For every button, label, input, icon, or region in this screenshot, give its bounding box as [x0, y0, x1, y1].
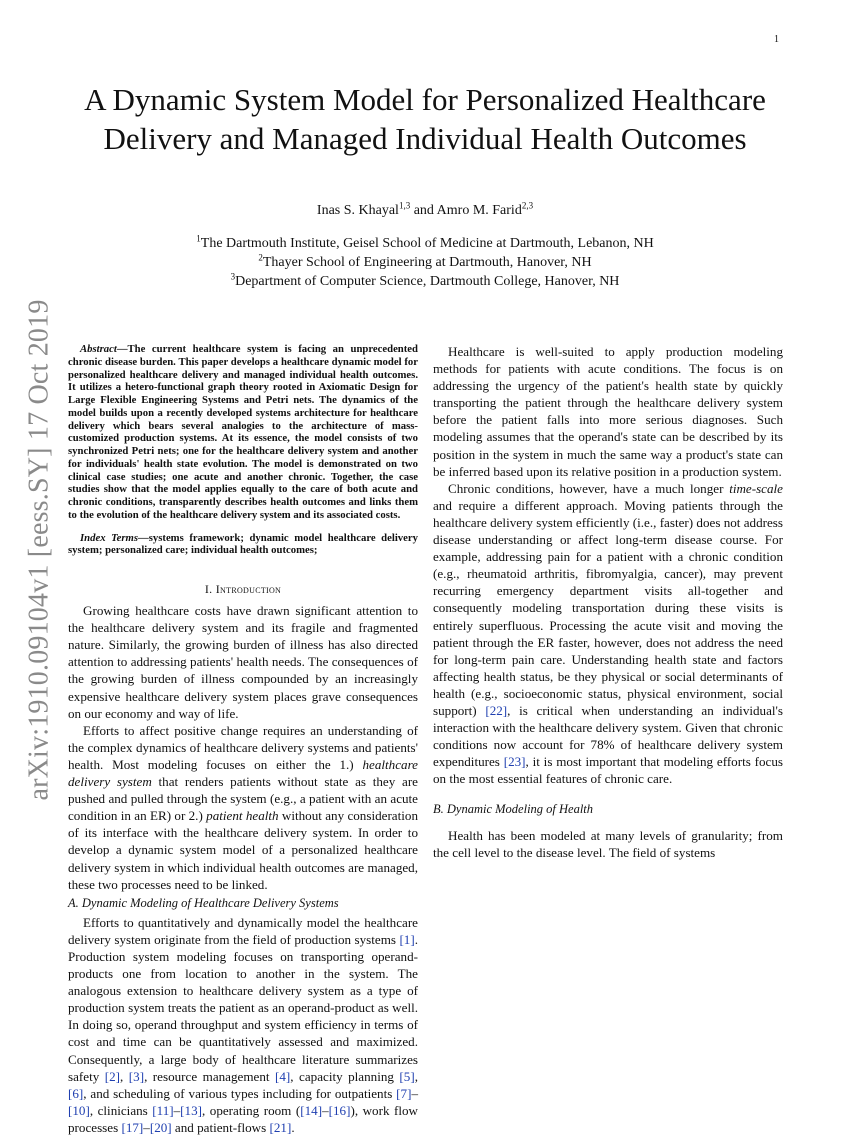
affiliation-text: Thayer School of Engineering at Dartmouth, Hanover, NH [262, 255, 592, 270]
section-numeral: I. [204, 582, 213, 596]
text-run: and patient-flows [171, 1119, 270, 1135]
author-list [100, 200, 750, 219]
emphasis: healthcare delivery system [68, 756, 418, 790]
text-run: . Production system modeling focuses on transporting operand-products one from location to another in the system. The analogous extension to healthcare delivery system as a type of production system treats the patient as an operand-product as well. In doing so, operand throughput and system efficiency in terms of cost and time can be quantitatively assessed and maximized. Consequently, a large body of healthcare literature summarizes safety [68, 931, 418, 1084]
left-column [68, 343, 418, 1136]
citation-link[interactable]: [22] [485, 702, 508, 718]
subsection-heading: B. Dynamic Modeling of Health [433, 802, 594, 817]
citation-link[interactable]: [6] [68, 1085, 84, 1101]
affiliation [100, 253, 750, 272]
text-run: , resource management [144, 1068, 275, 1084]
citation-link[interactable]: [13] [180, 1102, 202, 1118]
text-run: and require a different approach. Moving patients through the healthcare delivery system efficiently (i.e., faster) does not address disease understanding or affect long-term disease course. For example, addressing pain for a patient with a chronic condition (e.g., rheumatoid arthritis, fibromyalgia, cancer), may prevent recurring emergency department visits all-together and consequently modeling transportation during these visits is entirely superfluous. Processing the acute visit and moving the patient through the ER faster, however, does not address the need for long-term pain care. Understanding health state and factors affecting health status, be they physical or social determinants of health (e.g., socioeconomic status, physical environment, social support) [433, 497, 783, 718]
emphasis: patient health [206, 808, 279, 824]
index-terms-text: —systems framework; dynamic model healthcare delivery system; personalized care; individual health outcomes; [68, 531, 418, 557]
text-run: Chronic conditions, however, have a much longer [448, 480, 730, 496]
text-run: Efforts to quantitatively and dynamically model the healthcare delivery system originate from the field of production systems [68, 914, 418, 947]
affiliation-mark: 2 [258, 252, 263, 263]
citation-link[interactable]: [11] [152, 1102, 174, 1118]
section-heading [68, 581, 418, 598]
citation-link[interactable]: [2] [104, 1068, 121, 1084]
right-column [433, 343, 783, 861]
affiliation-text: The Dartmouth Institute, Geisel School of Medicine at Dartmouth, Lebanon, NH [200, 236, 654, 251]
text-run: , clinicians [89, 1102, 153, 1118]
body-paragraph [433, 480, 783, 788]
affiliation-mark: 3 [230, 271, 236, 282]
citation-link[interactable]: [3] [128, 1068, 145, 1084]
citation-link[interactable]: [14] [300, 1102, 323, 1118]
text-run: , operating room [202, 1102, 296, 1118]
affiliation [100, 272, 750, 291]
text-run: , is critical when understanding an individual's interaction with the healthcare delivery system. Given that chronic conditions now account for 78% of healthcare delivery system expenditures [433, 702, 784, 770]
body-paragraph: Healthcare is well-suited to apply production modeling methods for patients with acute conditions. The focus is on addressing the urgency of the patient's health state by quickly transporting the patient through the healthcare delivery system before the patient falls into more serious diagnoses. Such modeling assumes that the operand's state can be described by its position in the system in much the same way a product's state can be inferred based upon its relative position in a production system. [433, 344, 783, 479]
author-name: Amro M. Farid [436, 203, 522, 218]
author-name: Inas S. Khayal [316, 203, 399, 218]
body-paragraph: Health has been modeled at many levels of granularity; from the cell level to the disease level. The field of systems [433, 827, 783, 860]
citation-link[interactable]: [5] [399, 1068, 415, 1084]
affiliation-text: Department of Computer Science, Dartmouth College, Hanover, NH [235, 274, 620, 289]
citation-link[interactable]: [7] [396, 1085, 412, 1101]
body-paragraph: Growing healthcare costs have drawn significant attention to the healthcare delivery system and its fragile and fragmented nature. Similarly, the growing burden of illness has also directed attention to addressing patients' health needs. The consequences of the growing burden of illness compounded by an increasingly expensive healthcare delivery system places grave consequences on our economy and way of life. [68, 603, 418, 721]
text-run: that renders patients without state as they are pushed and pulled through the system (e.g., a patient with an acute condition in an ER) or 2.) [68, 774, 418, 824]
page-number: 1 [774, 34, 779, 45]
emphasis: time-scale [729, 480, 783, 496]
body-paragraph [68, 722, 418, 893]
abstract [68, 343, 418, 522]
citation-link[interactable]: [16] [328, 1102, 351, 1118]
affiliation-list [100, 234, 750, 291]
citation-link[interactable]: [10] [68, 1102, 90, 1118]
abstract-text: —The current healthcare system is facing an unprecedented chronic disease burden. This paper develops a healthcare dynamic model for personalized healthcare delivery and managed individual health outcomes. It utilizes a hetero-functional graph theory rooted in Axiomatic Design for Large Flexible Engineering Systems and Petri nets. The dynamics of the model builds upon a recently developed systems architecture for healthcare delivery which bears several analogies to the architecture of mass-customized production systems. At its essence, the model consists of two synchronized Petri nets; one for the healthcare delivery system and another for individuals' health state evolution. The model is demonstrated on two clinical case studies; one acute and another chronic. Together, the case studies show that the model applies equally to the care of both acute and chronic conditions, transparently describes health outcomes and links them to the evolution of the healthcare delivery system and its associated costs. [68, 343, 418, 521]
index-terms [68, 532, 418, 558]
citation-link[interactable]: [21] [269, 1119, 292, 1135]
author-conjunction: and [413, 203, 434, 218]
author-affiliation-mark: 1,3 [398, 200, 411, 211]
index-terms-label: Index Terms [80, 531, 139, 544]
abstract-label: Abstract [80, 343, 117, 355]
section-title: Introduction [215, 582, 282, 596]
body-paragraph: Efforts to quantitatively and dynamically model the healthcare delivery system originate from the field of production systems [1]. Production system modeling focuses on transporting operand-products one from location to another in the system. The analogous extension to healthcare delivery system as a type of production system treats the patient as an operand-product as well. In doing so, operand throughput and system efficiency in terms of cost and time can be quantitatively assessed and maximized. Consequently, a large body of healthcare literature summarizes safety [2], [3], resource management [4], capacity planning [5], [6], and scheduling of various types including for outpatients [7]–[10], clinicians [11]–[13], operating room ([14]–[16]), work flow processes [17]–[20] and patient-flows [21]. [68, 914, 419, 1135]
paper-title: A Dynamic System Model for Personalized Healthcare Delivery and Managed Individual Health Outcomes [84, 82, 766, 156]
citation-link[interactable]: [17] [121, 1119, 144, 1135]
text-run: , capacity planning [290, 1068, 400, 1084]
citation-link[interactable]: [20] [149, 1119, 172, 1135]
subsection-heading: A. Dynamic Modeling of Healthcare Delivery Systems [68, 895, 339, 910]
citation-link[interactable]: [4] [275, 1068, 291, 1084]
arxiv-identifier: arXiv:1910.09104v1 [eess.SY] 17 Oct 2019 [24, 299, 55, 801]
text-run: without any consideration of its interface with the healthcare delivery system. In order to develop a dynamic system model of a personalized healthcare delivery system in which individual health outcomes are managed, these two processes need to be linked. [68, 808, 418, 892]
text-run: , it is most important that modeling efforts focus on the most essential features of chronic care. [433, 754, 783, 787]
text-run: ), work flow processes [68, 1102, 419, 1135]
text-run: Efforts to affect positive change requires an understanding of the complex dynamics of healthcare delivery systems and patients' health. Most modeling focuses on either the 1.) [68, 722, 418, 772]
arxiv-stamp [20, 290, 60, 810]
affiliation [100, 234, 750, 253]
affiliation-mark: 1 [196, 233, 201, 244]
author-affiliation-mark: 2,3 [521, 200, 534, 211]
citation-link[interactable]: [1] [399, 931, 415, 947]
text-run: , and scheduling of various types including for outpatients [83, 1085, 397, 1101]
citation-link[interactable]: [23] [503, 754, 526, 770]
